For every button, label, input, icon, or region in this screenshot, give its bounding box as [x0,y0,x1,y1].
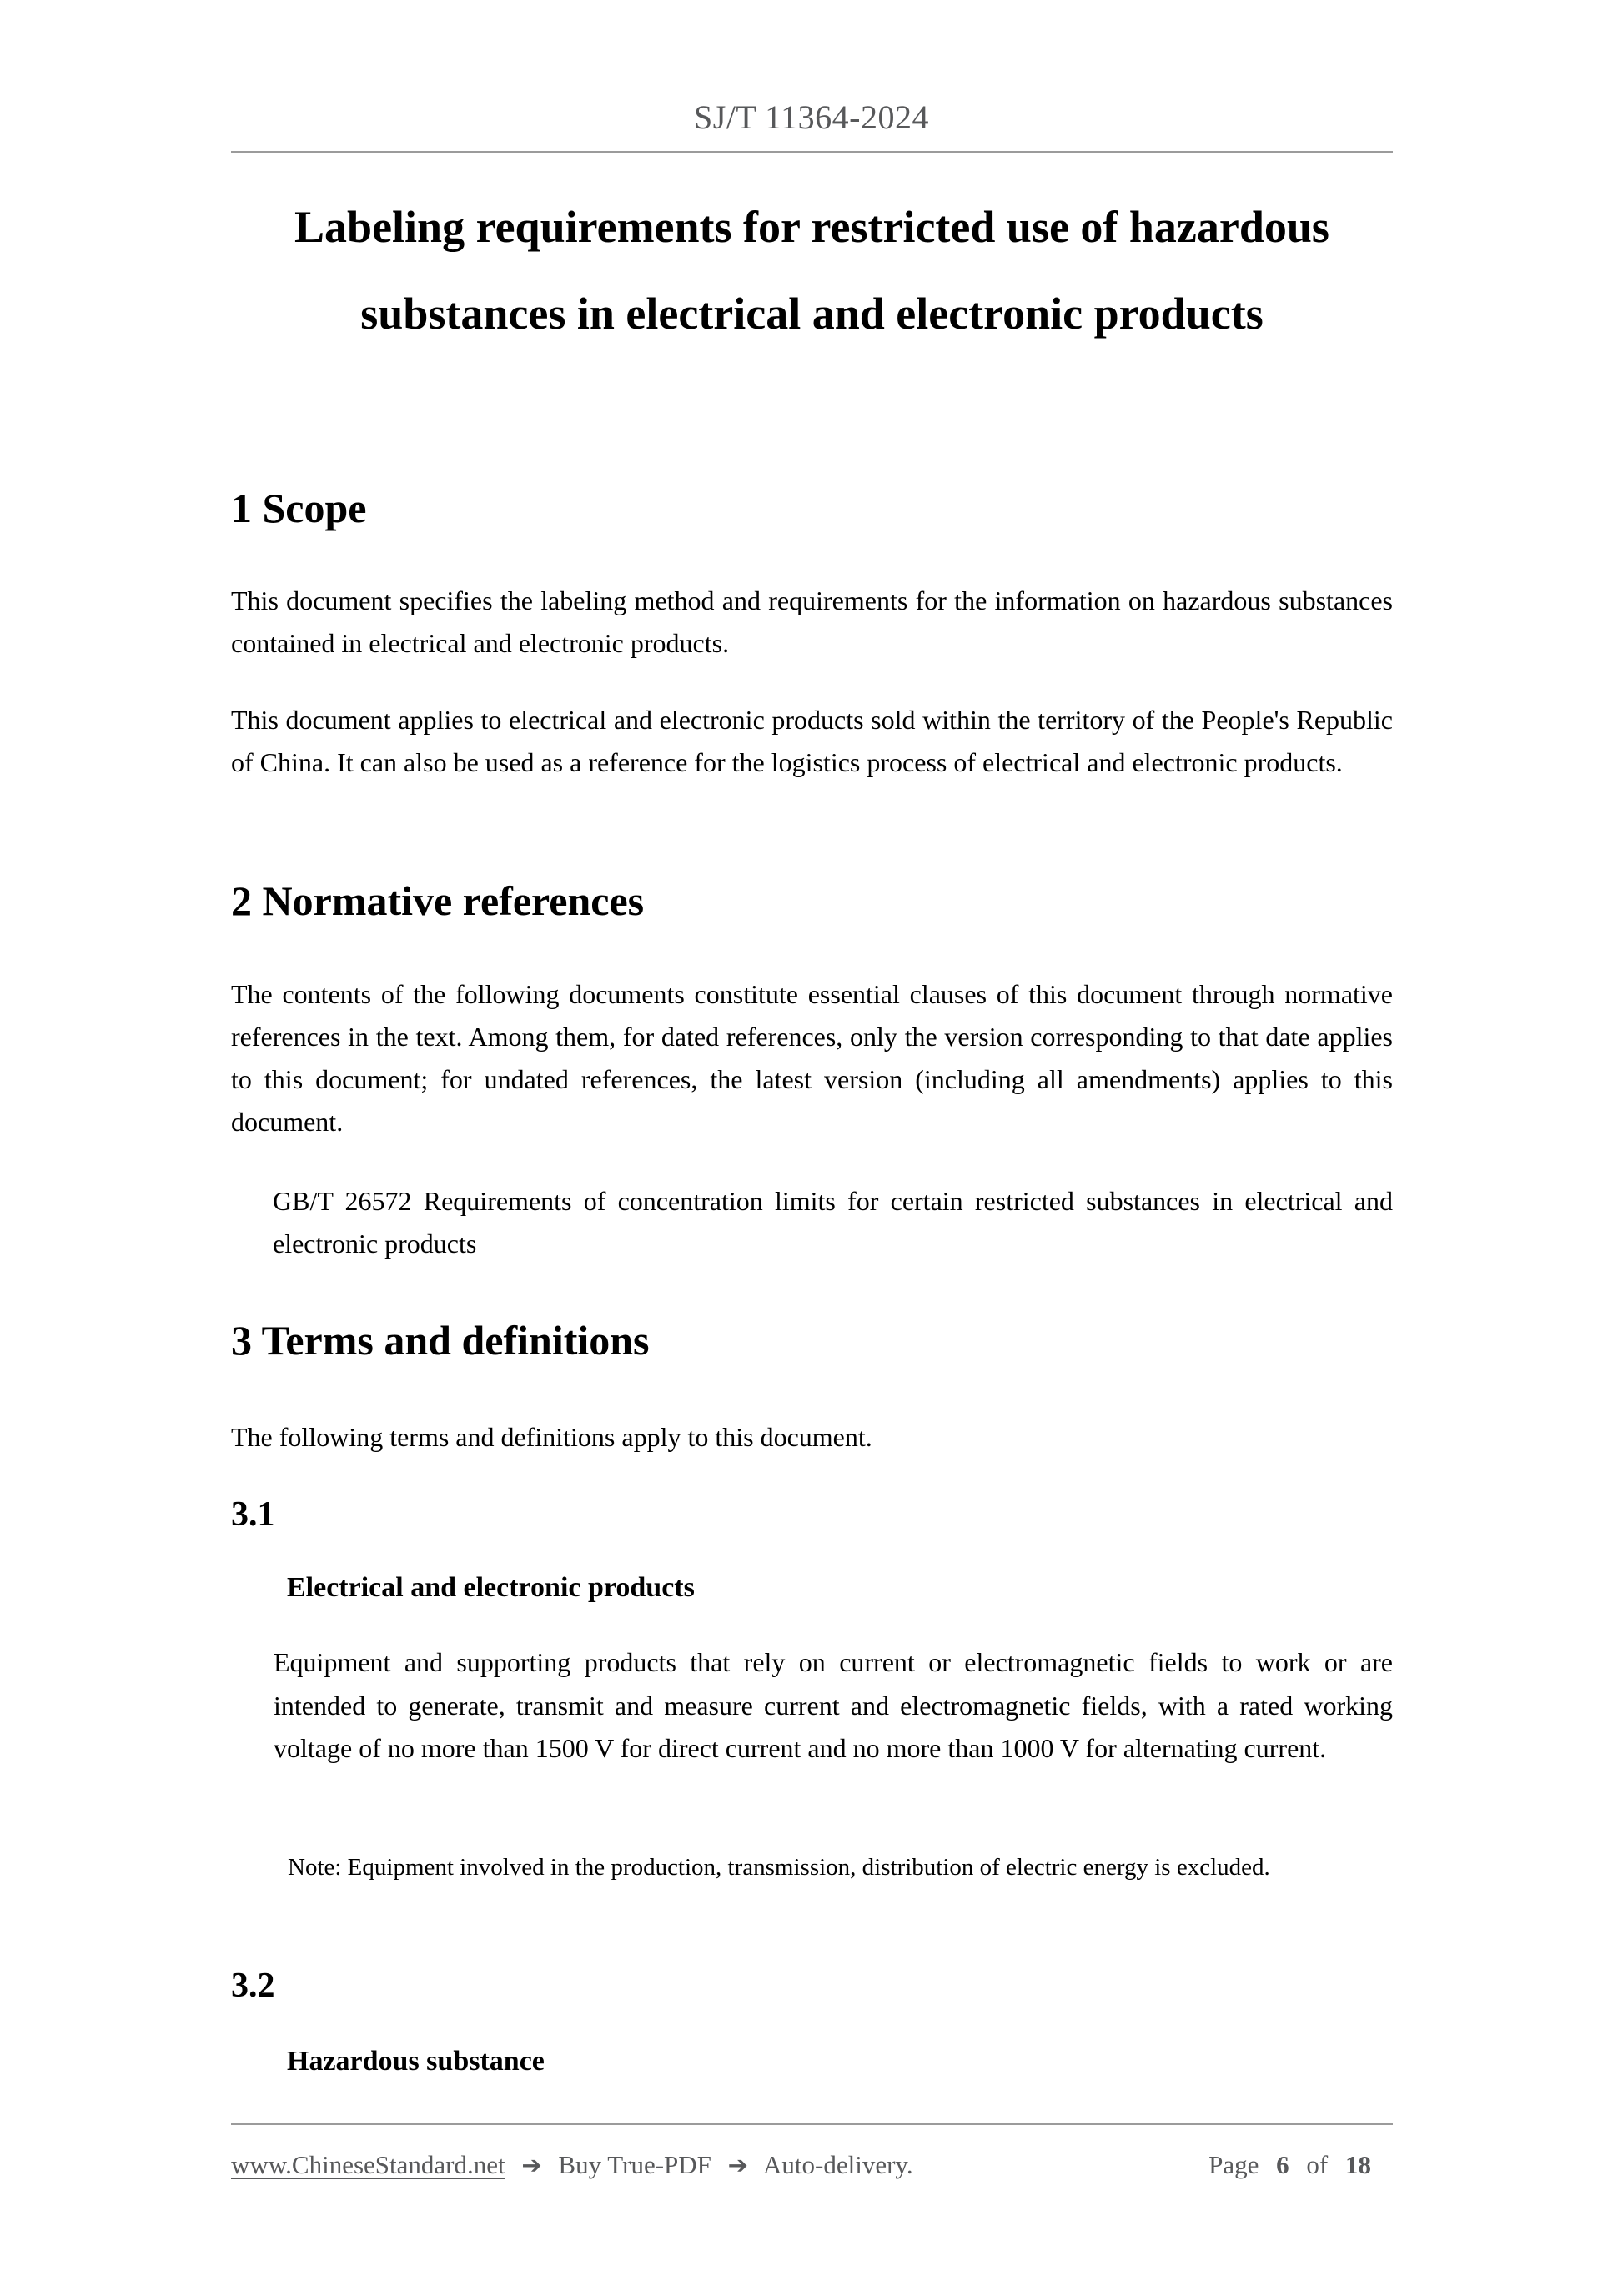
footer-site-link[interactable]: www.ChineseStandard.net [231,2150,505,2179]
terms-intro-paragraph: The following terms and definitions apply to this document. [231,1422,872,1452]
scope-paragraph-2: This document applies to electrical and electronic products sold within the territory of the People's Republic of China. It can also be used as a reference for the logistics process of electrical and electronic products. [231,705,1393,777]
normative-reference-entry: GB/T 26572 Requirements of concentration limits for certain restricted substances in electrical and electronic products [273,1186,1393,1259]
document-title-line1: Labeling requirements for restricted use of hazardous [294,202,1329,252]
term-definition-3-1: Equipment and supporting products that rely on current or electromagnetic fields to work or are intended to generate, transmit and measure current and electromagnetic fields, with a rated working voltage of no more than 1500 V for direct current and no more than 1000 V for alternating current. [274,1647,1393,1763]
footer-divider [231,2123,1393,2125]
document-title-line2: substances in electrical and electronic products [360,289,1264,339]
term-note-3-1: Note: Equipment involved in the production, transmission, distribution of electric energy is excluded. [288,1854,1270,1881]
normative-references-paragraph: The contents of the following documents constitute essential clauses of this document through normative references in the text. Among them, for dated references, only the version corresponding to that date applies to this document; for undated references, the latest version (including all amendments) applies to this document. [231,979,1393,1137]
footer-page-indicator [1208,2143,1393,2186]
header-standard-code: SJ/T 11364-2024 [694,98,929,136]
section-heading-normative-references: 2 Normative references [231,877,645,924]
footer-of-word: of [1306,2150,1329,2179]
right-arrow-icon: ➔ [521,2151,542,2179]
header-divider [231,151,1393,153]
footer-page-word: Page [1208,2150,1259,2179]
page-footer [231,2143,1393,2187]
section-heading-terms-definitions: 3 Terms and definitions [231,1317,650,1364]
term-number-3-2: 3.2 [231,1967,275,2005]
scope-paragraph-1: This document specifies the labeling method and requirements for the information on hazardous substances contained in electrical and electronic products. [231,585,1393,658]
right-arrow-icon: ➔ [727,2151,748,2179]
term-title-hazardous-substance: Hazardous substance [287,2046,545,2077]
term-title-electrical-electronic-products: Electrical and electronic products [287,1572,695,1603]
term-number-3-1: 3.1 [231,1495,275,1534]
footer-delivery-text: Auto-delivery. [763,2150,913,2179]
section-heading-scope: 1 Scope [231,485,367,531]
document-title [231,183,1393,357]
footer-buy-text: Buy True-PDF [558,2150,711,2179]
footer-total-pages: 18 [1345,2150,1371,2179]
footer-left [231,2143,913,2187]
footer-current-page: 6 [1276,2150,1289,2179]
